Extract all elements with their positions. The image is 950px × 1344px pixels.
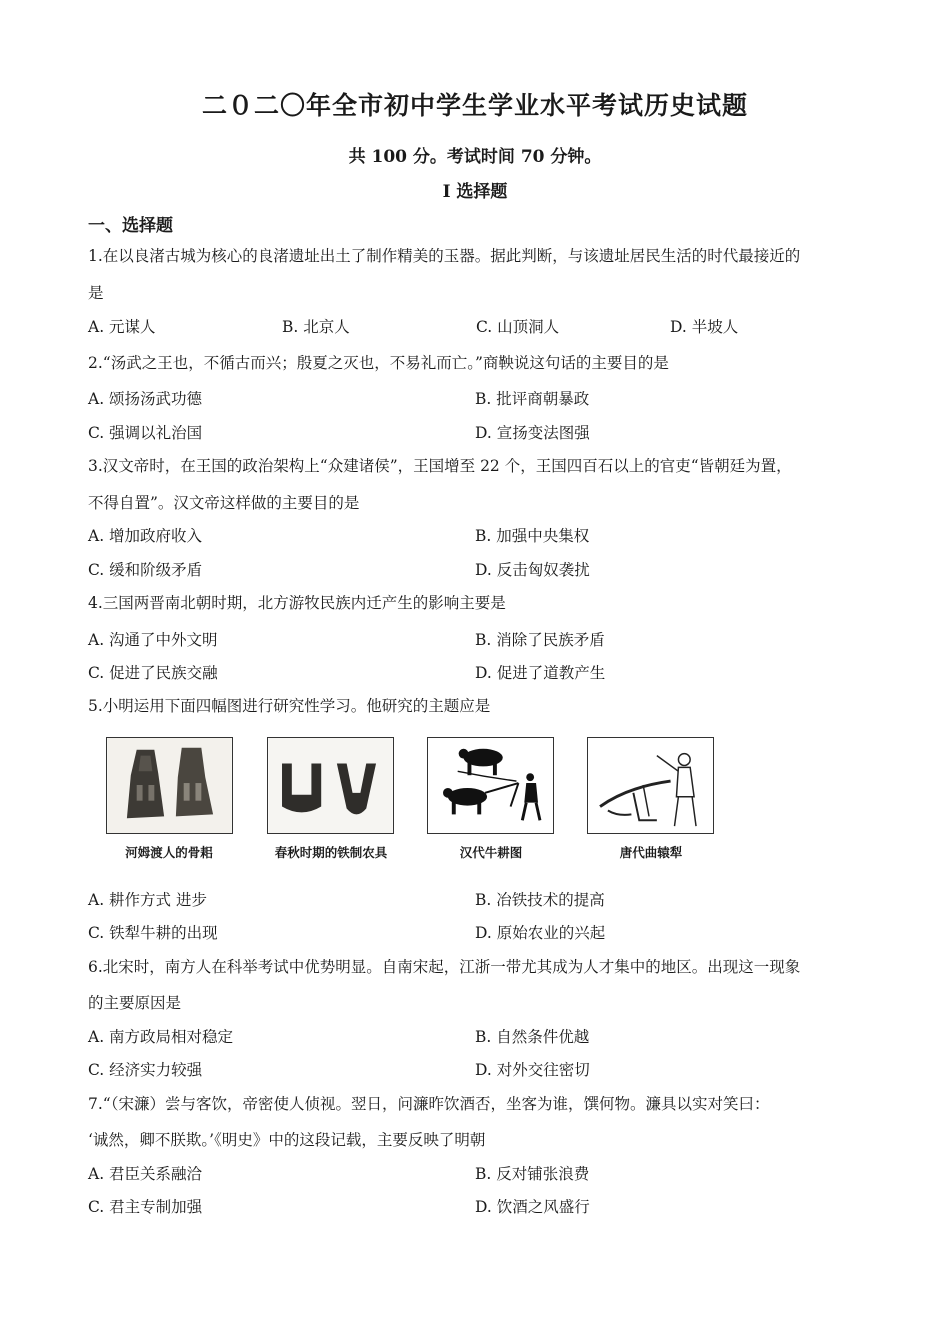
question-4-option-c[interactable]: C. 促进了民族交融	[88, 664, 218, 682]
question-1-line-2: 是	[88, 284, 104, 302]
question-3-line-2: 不得自置”。汉文帝这样做的主要目的是	[88, 494, 360, 512]
question-1-option-b[interactable]: B. 北京人	[282, 318, 350, 336]
question-4-line-1: 4.三国两晋南北朝时期，北方游牧民族内迁产生的影响主要是	[88, 594, 506, 612]
question-5-option-a[interactable]: A. 耕作方式 进步	[88, 891, 207, 909]
question-7-line-1: 7.“（宋濂）尝与客饮，帝密使人侦视。翌日，问濂昨饮酒否，坐客为谁，馔何物。濂具以实对笑曰：	[88, 1095, 770, 1113]
figure-ox-ploughing	[427, 737, 554, 834]
figure-curved-plough	[587, 737, 714, 834]
question-2-option-c[interactable]: C. 强调以礼治国	[88, 424, 203, 442]
section-heading: 一、选择题	[88, 216, 173, 236]
question-7-option-b[interactable]: B. 反对铺张浪费	[475, 1165, 590, 1183]
question-1-option-d[interactable]: D. 半坡人	[670, 318, 739, 336]
question-5-option-b[interactable]: B. 冶铁技术的提高	[475, 891, 605, 909]
question-6-line-1: 6.北宋时，南方人在科举考试中优势明显。自南宋起，江浙一带尤其成为人才集中的地区。出现这一现象	[88, 958, 801, 976]
question-7-option-c[interactable]: C. 君主专制加强	[88, 1198, 203, 1216]
question-3-line-1: 3.汉文帝时，在王国的政治架构上“众建诸侯”，王国增至 22 个，王国四百石以上的官吏“皆朝廷为置，	[88, 457, 792, 475]
question-4-option-b[interactable]: B. 消除了民族矛盾	[475, 631, 605, 649]
question-5-option-d[interactable]: D. 原始农业的兴起	[475, 924, 606, 942]
figure-caption-3: 汉代牛耕图	[459, 845, 523, 860]
question-7-option-d[interactable]: D. 饮酒之风盛行	[475, 1198, 590, 1216]
exam-subtitle: 共 100 分。考试时间 70 分钟。	[348, 147, 602, 167]
question-3-option-c[interactable]: C. 缓和阶级矛盾	[88, 561, 203, 579]
question-2-option-b[interactable]: B. 批评商朝暴政	[475, 390, 590, 408]
question-4-option-d[interactable]: D. 促进了道教产生	[475, 664, 606, 682]
question-5-option-c[interactable]: C. 铁犁牛耕的出现	[88, 924, 218, 942]
question-1-option-a[interactable]: A. 元谋人	[88, 318, 156, 336]
question-7-option-a[interactable]: A. 君臣关系融洽	[88, 1165, 203, 1183]
exam-title: 二０二〇年全市初中学生学业水平考试历史试题	[201, 91, 748, 120]
question-4-option-a[interactable]: A. 沟通了中外文明	[88, 631, 218, 649]
figure-caption-4: 唐代曲辕犁	[619, 845, 683, 860]
question-6-option-b[interactable]: B. 自然条件优越	[475, 1028, 590, 1046]
question-1-line-1: 1.在以良渚古城为核心的良渚遗址出土了制作精美的玉器。据此判断，与该遗址居民生活的时代最接近的	[88, 247, 801, 265]
iron-tools-image	[268, 738, 393, 833]
question-3-option-d[interactable]: D. 反击匈奴袭扰	[475, 561, 590, 579]
question-2-line-1: 2.“汤武之王也，不循古而兴；殷夏之灭也，不易礼而亡。”商鞅说这句话的主要目的是	[88, 354, 669, 372]
ox-ploughing-image	[428, 738, 553, 833]
figure-bone-spade	[106, 737, 233, 834]
question-1-option-c[interactable]: C. 山顶洞人	[476, 318, 560, 336]
question-7-line-2: ‘诚然，卿不朕欺。’《明史》中的这段记载，主要反映了明朝	[88, 1131, 486, 1149]
figure-caption-1: 河姆渡人的骨耜	[125, 845, 213, 860]
curved-plough-image	[588, 738, 713, 833]
question-6-option-d[interactable]: D. 对外交往密切	[475, 1061, 590, 1079]
question-6-option-a[interactable]: A. 南方政局相对稳定	[88, 1028, 234, 1046]
figure-iron-tools	[267, 737, 394, 834]
figure-caption-2: 春秋时期的铁制农具	[274, 845, 388, 860]
question-2-option-a[interactable]: A. 颂扬汤武功德	[88, 390, 203, 408]
question-2-option-d[interactable]: D. 宣扬变法图强	[475, 424, 590, 442]
question-3-option-a[interactable]: A. 增加政府收入	[88, 527, 203, 545]
question-5-line-1: 5.小明运用下面四幅图进行研究性学习。他研究的主题应是	[88, 697, 491, 715]
part-heading: I 选择题	[442, 182, 508, 202]
question-3-option-b[interactable]: B. 加强中央集权	[475, 527, 590, 545]
question-6-line-2: 的主要原因是	[88, 994, 182, 1012]
bone-spade-image	[107, 738, 232, 833]
question-6-option-c[interactable]: C. 经济实力较强	[88, 1061, 203, 1079]
